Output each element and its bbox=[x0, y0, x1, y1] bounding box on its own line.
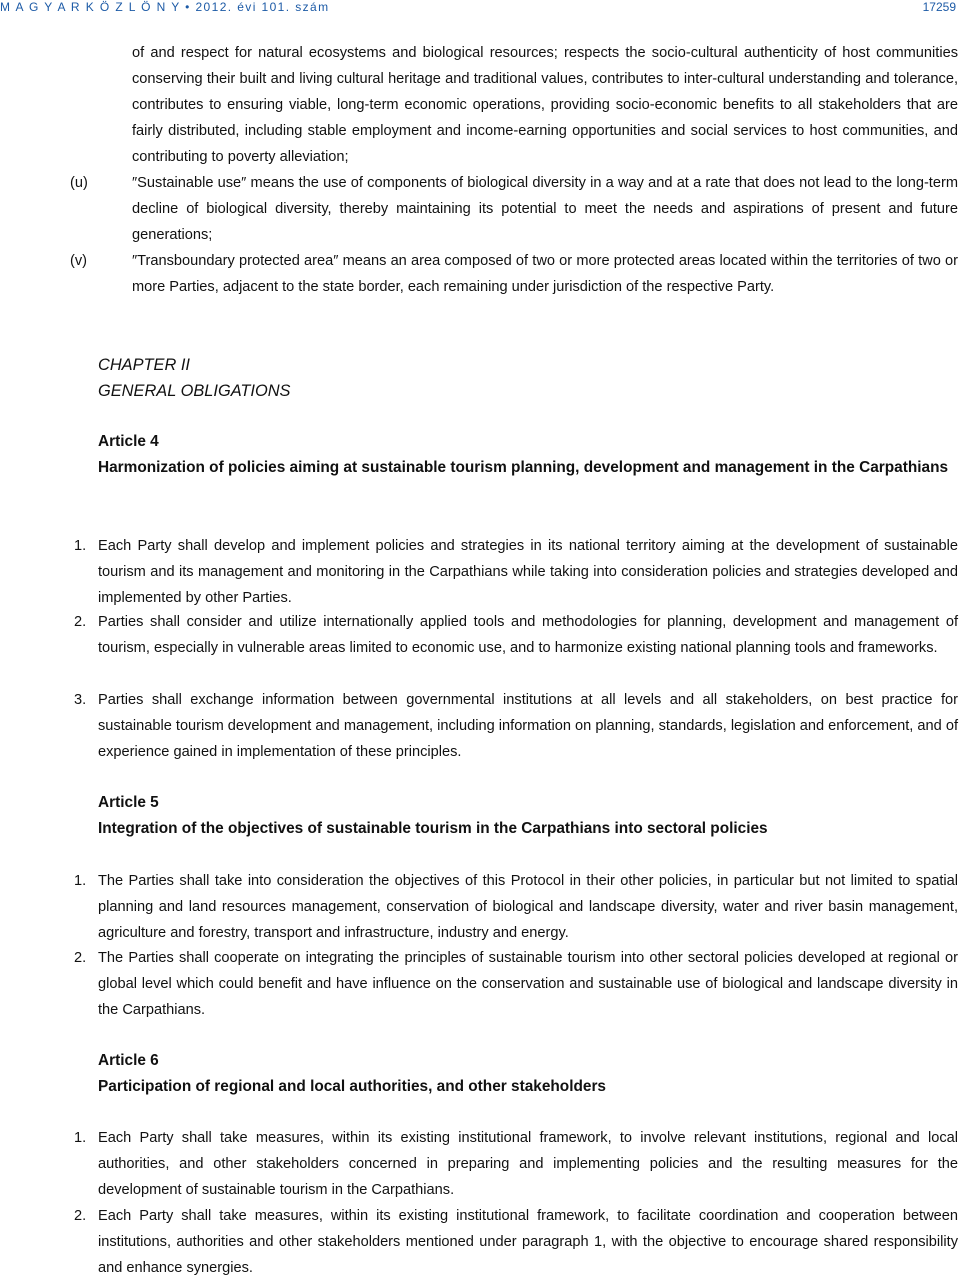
page-header bbox=[0, 0, 960, 14]
paragraph-text: The Parties shall take into consideration the objectives of this Protocol in their other policies, in particular but not limited to spatial planning and land resources management, conservation of biological and landscape diversity, water and river basin management, agriculture and forestry, transport and infrastructure, industry and energy. bbox=[98, 873, 958, 941]
intro-paragraph: of and respect for natural ecosystems and biological resources; respects the socio-cultural authenticity of host communities conserving their built and living cultural heritage and traditional values, contributes to inter-cultural understanding and tolerance, contributes to ensuring viable, long-term economic operations, providing socio-economic benefits to all stakeholders that are fairly distributed, including stable employment and income-earning opportunities and social services to host communities, and contributing to poverty alleviation; bbox=[132, 45, 958, 165]
paragraph-text: The Parties shall cooperate on integrating the principles of sustainable tourism into other sectoral policies developed at regional or global level which could benefit and have influence on the conservation and sustainable use of biological and landscape diversity in the Carpathians. bbox=[98, 950, 958, 1018]
paragraph-number: 2. bbox=[74, 1208, 87, 1224]
chapter-title: GENERAL OBLIGATIONS bbox=[98, 382, 291, 400]
article-6-number: Article 6 bbox=[98, 1052, 159, 1069]
definition-text: ″Transboundary protected area″ means an area composed of two or more protected areas located within the territories of two or more Parties, adjacent to the state border, each remaining under jurisdiction of the respective Party. bbox=[132, 253, 958, 295]
article-4-title: Harmonization of policies aiming at sustainable tourism planning, development and management in the Carpathians bbox=[98, 459, 949, 476]
article-4-number: Article 4 bbox=[98, 433, 159, 450]
paragraph-text: Each Party shall develop and implement policies and strategies in its national territory aiming at the development of sustainable tourism and its management and monitoring in the Carpathians while taking into consideration policies and strategies developed and implemented by other Parties. bbox=[98, 538, 958, 606]
paragraph-number: 3. bbox=[74, 692, 87, 708]
paragraph-number: 1. bbox=[74, 538, 87, 554]
paragraph-text: Each Party shall take measures, within its existing institutional framework, to facilitate coordination and cooperation between institutions, authorities and other stakeholders mentioned under paragraph 1, with the objective to encourage shared responsibility and enhance synergies. bbox=[98, 1208, 958, 1276]
chapter-number: CHAPTER II bbox=[98, 356, 190, 374]
paragraph-number: 1. bbox=[74, 873, 87, 889]
paragraph-number: 2. bbox=[74, 614, 87, 630]
page-number: 17259 bbox=[922, 0, 956, 14]
paragraph-text: Each Party shall take measures, within its existing institutional framework, to involve relevant institutions, regional and local authorities, and other stakeholders concerned in preparing and implementing policies and the resulting measures for the development of sustainable tourism in the Carpathians. bbox=[98, 1130, 958, 1198]
publication-title: M A G Y A R K Ö Z L Ö N Y • 2012. évi 101. szám bbox=[0, 0, 330, 14]
paragraph-text: Parties shall consider and utilize internationally applied tools and methodologies for planning, development and management of tourism, especially in vulnerable areas limited to economic use, and to harmonize existing national planning tools and frameworks. bbox=[98, 614, 958, 656]
definition-text: ″Sustainable use″ means the use of components of biological diversity in a way and at a rate that does not lead to the long-term decline of biological diversity, thereby maintaining its potential to meet the needs and aspirations of present and future generations; bbox=[132, 175, 958, 243]
article-5-number: Article 5 bbox=[98, 794, 159, 811]
definition-label: (v) bbox=[70, 253, 88, 269]
article-6-title: Participation of regional and local authorities, and other stakeholders bbox=[98, 1078, 606, 1095]
paragraph-number: 2. bbox=[74, 950, 87, 966]
definition-label: (u) bbox=[70, 175, 88, 191]
article-5-title: Integration of the objectives of sustainable tourism in the Carpathians into sectoral policies bbox=[98, 820, 768, 837]
paragraph-text: Parties shall exchange information between governmental institutions at all levels and all stakeholders, on best practice for sustainable tourism development and management, including information on planning, standards, legislation and enforcement, and of experience gained in implementation of these principles. bbox=[98, 692, 958, 760]
paragraph-number: 1. bbox=[74, 1130, 87, 1146]
